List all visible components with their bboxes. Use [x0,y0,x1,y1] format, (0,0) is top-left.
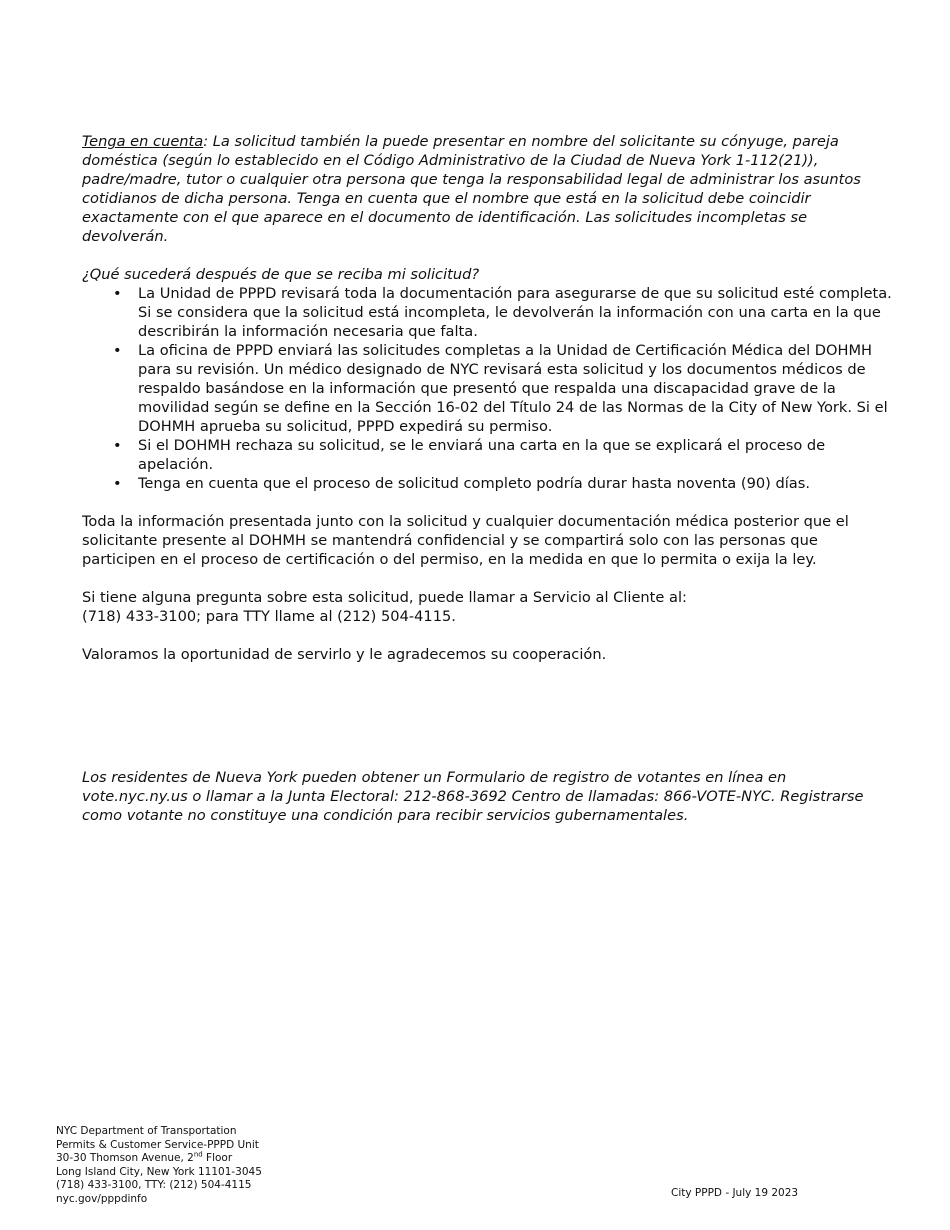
footer-street-sup: nd [193,1150,203,1159]
contact-paragraph [82,588,892,626]
confidentiality-paragraph: Toda la información presentada junto con la solicitud y cualquier documentación médica posterior que el solicitante presente al DOHMH se mantendrá confidencial y se compartirá solo con las personas que participen en el proceso de certificación o del permiso, en la medida en que lo permita o exija la ley. [82,513,849,568]
next-steps-list [82,284,892,493]
contact-line-1: Si tiene alguna pregunta sobre esta solicitud, puede llamar a Servicio al Cliente al: [82,589,687,606]
footer-street-text: 30-30 Thomson Avenue, 2 [56,1152,194,1164]
footer-unit: Permits & Customer Service-PPPD Unit [56,1138,259,1151]
footer-city: Long Island City, New York 11101-3045 [56,1165,262,1178]
note-label: Tenga en cuenta [82,133,204,150]
applicant-note [82,132,892,246]
voter-registration-notice: Los residentes de Nueva York pueden obtener un Formulario de registro de votantes en línea en vote.nyc.ny.us o llamar a la Junta Electoral: 212-868-3692 Centro de llamadas: 866-VOTE-NYC. Registrarse como votante no constituye una condición para recibir servicios gubernamentales. [82,769,864,824]
contact-line-2: (718) 433-3100; para TTY llame al (212) 504-4115. [82,608,456,625]
footer-web: nyc.gov/pppdinfo [56,1192,148,1205]
list-item: • La Unidad de PPPD revisará toda la documentación para asegurarse de que su solicitud esté completa. Si se considera que la solicitud está incompleta, le devolverán la información con una carta en la que describirán la información necesaria que falta. [138,284,892,341]
next-steps-question: ¿Qué sucederá después de que se reciba mi solicitud? [82,266,480,283]
footer-version: City PPPD - July 19 2023 [671,1187,799,1199]
footer-phone: (718) 433-3100, TTY: (212) 504-4115 [56,1179,252,1191]
main-content [82,132,892,683]
footer-address [56,1125,262,1206]
list-item: • La oficina de PPPD enviará las solicitudes completas a la Unidad de Certificación Médica del DOHMH para su revisión. Un médico designado de NYC revisará esta solicitud y los documentos médicos de respaldo basándose en la información que presentó que respalda una discapacidad grave de la movilidad según se define en la Sección 16-02 del Título 24 de las Normas de la City of New York. Si el DOHMH aprueba su solicitud, PPPD expedirá su permiso. [138,341,892,436]
list-item: • Si el DOHMH rechaza su solicitud, se le enviará una carta en la que se explicará el proceso de apelación. [138,436,892,474]
list-item: • Tenga en cuenta que el proceso de solicitud completo podría durar hasta noventa (90) días. [138,474,892,493]
footer-street [56,1152,262,1166]
note-text: : La solicitud también la puede presentar en nombre del solicitante su cónyuge, pareja doméstica (según lo establecido en el Código Administrativo de la Ciudad de Nueva York 1-112(21)), padre/madre, tutor o cualquier otra persona que tenga la responsabilidad legal de administrar los asuntos cotidianos de dicha persona. Tenga en cuenta que el nombre que está en la solicitud debe coincidir exactamente con el que aparece en el documento de identificación. Las solicitudes incompletas se devolverán. [82,133,861,245]
footer-dept: NYC Department of Transportation [56,1125,237,1137]
thanks-paragraph: Valoramos la oportunidad de servirlo y le agradecemos su cooperación. [82,646,607,663]
footer-street-floor: Floor [202,1152,233,1164]
